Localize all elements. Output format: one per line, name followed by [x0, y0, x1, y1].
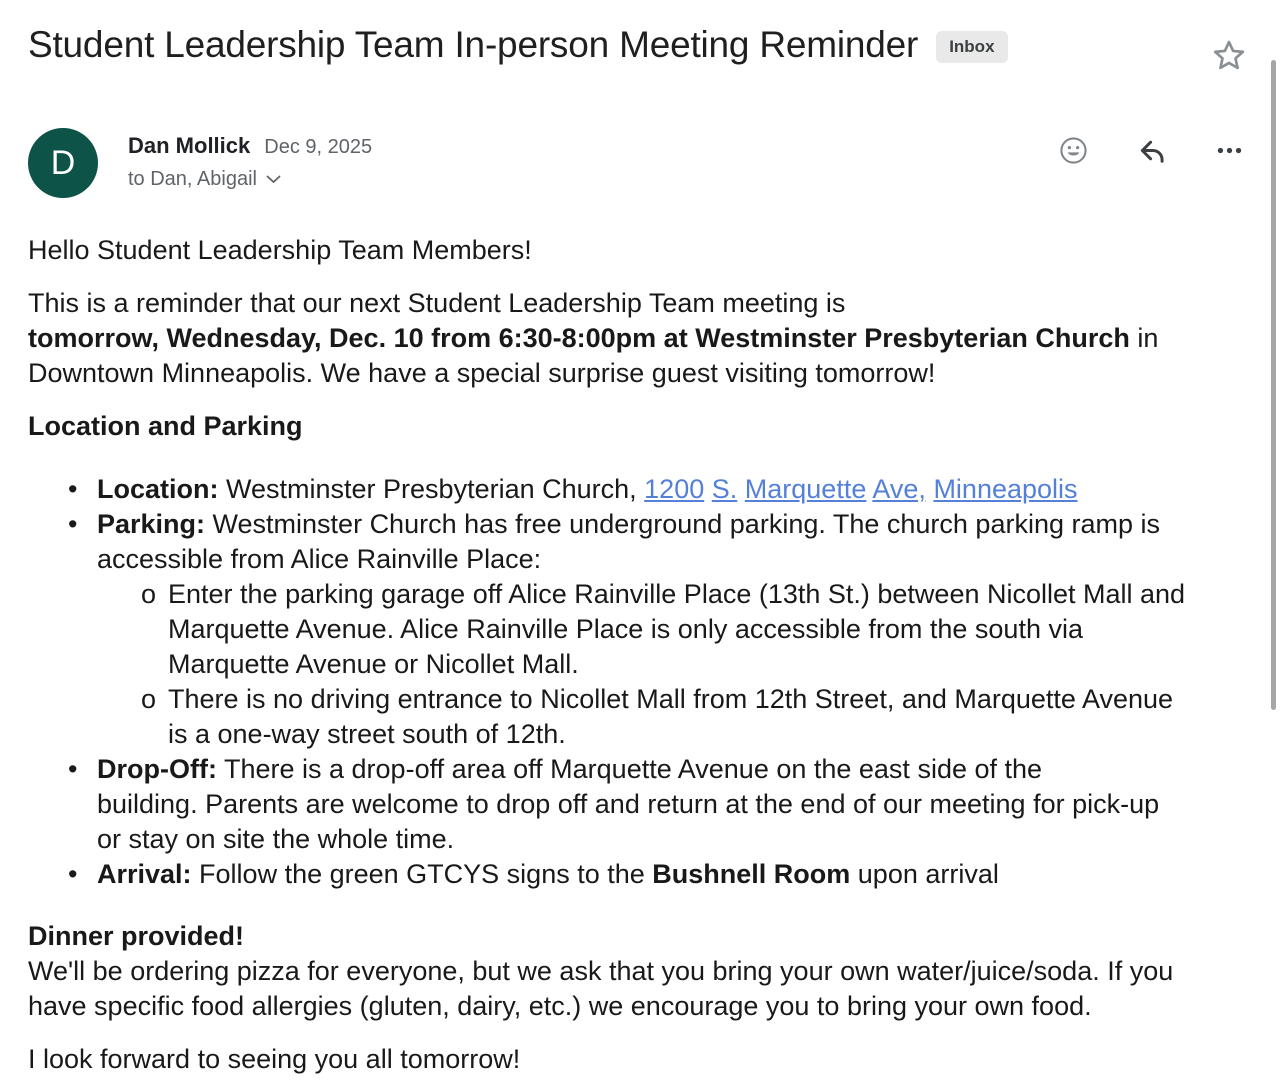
list-marker: •: [68, 509, 78, 539]
message-date: Dec 9, 2025: [264, 136, 373, 158]
email-subject: Student Leadership Team In-person Meeting Reminder: [28, 24, 919, 65]
text: Enter the parking garage off Alice Rainville Place (13th St.) between Nicollet Mall and: [168, 579, 1186, 609]
text: There is no driving entrance to Nicollet Mall from 12th Street, and Marquette Avenue: [168, 684, 1174, 714]
emoji-reaction-icon: [1059, 136, 1088, 165]
list-item-content: [168, 579, 1185, 679]
bold-text: tomorrow, Wednesday, Dec. 10 from 6:30-8:00pm at Westminster Presbyterian Church: [28, 323, 1130, 353]
list-item: [28, 682, 1258, 752]
recipients-toggle[interactable]: [128, 168, 372, 191]
star-icon[interactable]: [1209, 37, 1249, 77]
email-body: [28, 233, 1258, 1077]
greeting-paragraph: Hello Student Leadership Team Members!: [28, 235, 532, 265]
list-marker: •: [68, 859, 78, 889]
reply-icon: [1136, 135, 1167, 166]
bullet-list: [28, 472, 1258, 892]
message-actions: [1059, 135, 1244, 166]
bold-text: Dinner provided!: [28, 921, 245, 951]
message-header: [28, 128, 1252, 198]
bold-text: Parking:: [97, 509, 206, 539]
subject-header: [0, 0, 1280, 68]
text: accessible from Alice Rainville Place:: [97, 544, 542, 574]
text: Marquette Avenue or Nicollet Mall.: [168, 649, 579, 679]
list-item: [28, 752, 1258, 857]
intro-paragraph: [28, 286, 1258, 391]
chevron-down-icon: [266, 175, 281, 184]
list-item: [28, 857, 1258, 892]
text: This is a reminder that our next Student Leadership Team meeting is: [28, 288, 846, 318]
more-options-icon: [1215, 136, 1244, 165]
bold-text: Drop-Off:: [97, 754, 217, 784]
text: have specific food allergies (gluten, dairy, etc.) we encourage you to bring your own food.: [28, 991, 1092, 1021]
list-marker: •: [68, 474, 78, 504]
scrollbar-thumb[interactable]: [1271, 60, 1276, 710]
list-marker: o: [141, 579, 157, 609]
avatar[interactable]: D: [28, 128, 98, 198]
closing-paragraph: I look forward to seeing you all tomorrow!: [28, 1044, 521, 1074]
text: There is a drop-off area off Marquette Avenue on the east side of the: [216, 754, 1043, 784]
list-item-content: [97, 859, 999, 889]
text: Westminster Church has free underground parking. The church parking ramp is: [205, 509, 1160, 539]
list-item-content: [97, 509, 1160, 574]
bold-text: Bushnell Room: [652, 859, 851, 889]
reply-button[interactable]: [1136, 135, 1167, 166]
address-link[interactable]: 1200 S. Marquette Ave, Minneapolis: [644, 474, 1078, 504]
list-marker: o: [141, 684, 157, 714]
inbox-label-badge: Inbox: [936, 31, 1007, 63]
text: or stay on site the whole time.: [97, 824, 455, 854]
sender-name: Dan Mollick: [128, 133, 251, 158]
emoji-reaction-button[interactable]: [1059, 136, 1088, 165]
text: building. Parents are welcome to drop off and return at the end of our meeting for pick-up: [97, 789, 1160, 819]
list-item-content: [97, 474, 1078, 504]
sender-meta: [128, 128, 372, 198]
text: Marquette Avenue. Alice Rainville Place is only accessible from the south via: [168, 614, 1083, 644]
list-item-content: [168, 684, 1173, 749]
dinner-paragraph: [28, 919, 1258, 1024]
star-outline-icon: [1210, 37, 1248, 75]
section-heading: Location and Parking: [28, 411, 303, 441]
list-item: [28, 507, 1258, 577]
recipients-text: to Dan, Abigail: [128, 168, 257, 190]
bold-text: Arrival:: [97, 859, 192, 889]
text: Downtown Minneapolis. We have a special surprise guest visiting tomorrow!: [28, 358, 936, 388]
list-item-content: [97, 754, 1159, 854]
text: Follow the green GTCYS signs to the: [191, 859, 653, 889]
bold-text: Location:: [97, 474, 219, 504]
list-item: [28, 577, 1258, 682]
text: is a one-way street south of 12th.: [168, 719, 566, 749]
more-options-button[interactable]: [1215, 136, 1244, 165]
list-marker: •: [68, 754, 78, 784]
text: upon arrival: [850, 859, 999, 889]
text: in: [1129, 323, 1159, 353]
list-item: [28, 472, 1258, 507]
text: We'll be ordering pizza for everyone, but we ask that you bring your own water/juice/soda. If you: [28, 956, 1174, 986]
text: Westminster Presbyterian Church,: [218, 474, 645, 504]
